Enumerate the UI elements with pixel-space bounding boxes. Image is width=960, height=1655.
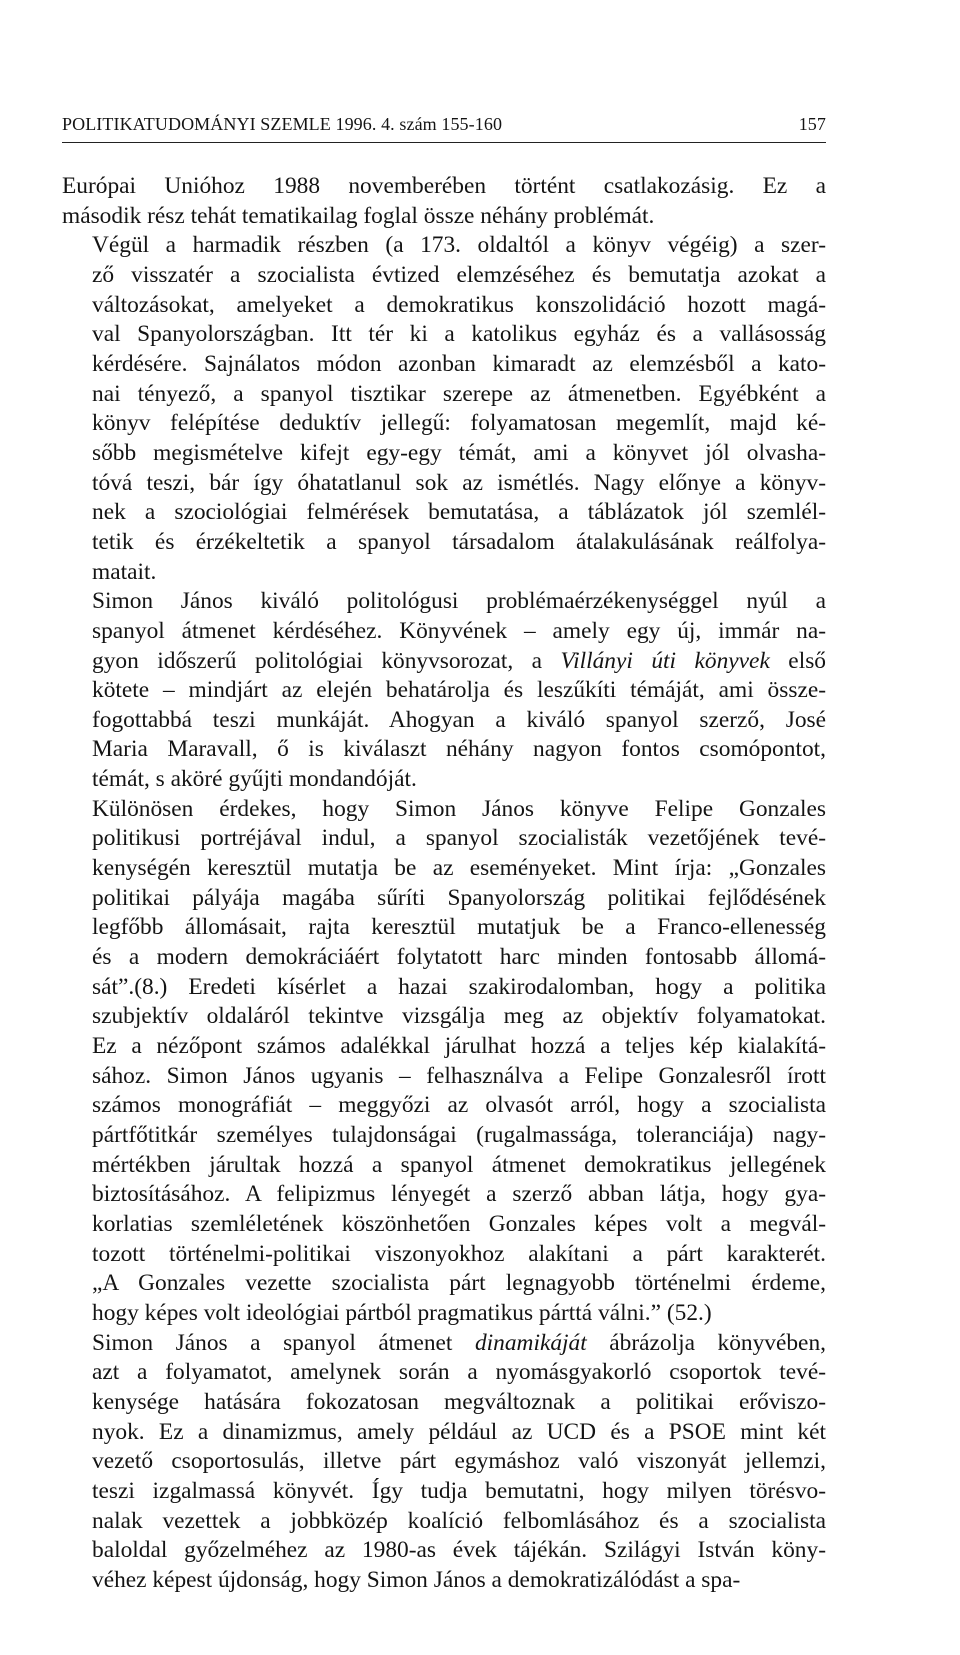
text-line: nyok. Ez a dinamizmus, amely például az UCD és a PSOE mint két — [92, 1418, 826, 1445]
text-line: legfőbb állomásait, rajta keresztül mutatjuk be a Franco-ellenesség — [92, 914, 826, 941]
text-line: baloldal győzelméhez az 1980-as évek tájékán. Szilágyi István köny- — [92, 1537, 826, 1564]
text-line: Simon János a spanyol átmenet dinamikáját ábrázolja könyvében, — [92, 1329, 826, 1356]
text-line: kenységén keresztül mutatja be az eseményeket. Mint írja: „Gonzales — [92, 855, 826, 882]
text-line: sához. Simon János ugyanis – felhasználva a Felipe Gonzalesről írott — [92, 1062, 826, 1089]
text-line: val Spanyolországban. Itt tér ki a katolikus egyház és a vallásosság — [92, 321, 826, 348]
text-line: nek a szociológiai felmérések bemutatása, a táblázatok jól szemlél- — [92, 499, 826, 526]
journal-citation: POLITIKATUDOMÁNYI SZEMLE 1996. 4. szám 155-160 — [62, 114, 503, 134]
text-line: második rész tehát tematikailag foglal össze néhány problémát. — [62, 202, 655, 229]
paragraph — [62, 1329, 826, 1596]
text-line: Maria Maravall, ő is kiválaszt néhány nagyon fontos csomópontot, — [92, 736, 826, 763]
text-line: tóvá teszi, bár így óhatatlanul sok az ismétlés. Nagy előnye a könyv- — [92, 469, 826, 496]
text-line: fogottabbá teszi munkáját. Ahogyan a kiváló spanyol szerző, José — [92, 706, 826, 733]
text-line: azt a folyamatot, amelynek során a nyomásgyakorló csoportok tevé- — [92, 1359, 826, 1386]
text-line: biztosításához. A felipizmus lényegét a szerző abban látja, hogy gya- — [92, 1181, 826, 1208]
text-line: véhez képest újdonság, hogy Simon János a demokratizálódást a spa- — [92, 1566, 741, 1593]
text-line: gyon időszerű politológiai könyvsorozat, a Villányi úti könyvek első — [92, 647, 826, 674]
running-header — [62, 114, 826, 135]
text-line: szubjektív oldaláról tekintve vizsgálja meg az objektív folyamatokat. — [92, 1003, 826, 1030]
text-line: könyv felépítése deduktív jellegű: folyamatosan megemlít, majd ké- — [92, 410, 826, 437]
text-line: politikai pályája magába sűríti Spanyolország politikai fejlődésének — [92, 884, 826, 911]
text-line: ző visszatér a szocialista évtized elemzéséhez és bemutatja azokat a — [92, 261, 826, 288]
text-line: tozott történelmi-politikai viszonyokhoz alakítani a párt karakterét. — [92, 1240, 826, 1267]
text-line: politikusi portréjával indul, a spanyol szocialisták vezetőjének tevé- — [92, 825, 826, 852]
italic-title: dinamikáját — [474, 1329, 587, 1356]
text-line: kötete – mindjárt az elején behatárolja és leszűkíti témáját, ami össze- — [92, 677, 826, 704]
text-line: matait. — [92, 558, 157, 585]
text-line: Különösen érdekes, hogy Simon János könyve Felipe Gonzales — [92, 795, 826, 822]
text-line: sát”.(8.) Eredeti kísérlet a hazai szakirodalomban, hogy a politika — [92, 973, 826, 1000]
text-line: Simon János kiváló politológusi problémaérzékenységgel nyúl a — [92, 588, 826, 615]
text-line: teszi izgalmassá könyvét. Így tudja bemutatni, hogy milyen törésvo- — [92, 1477, 826, 1504]
paragraph — [62, 587, 826, 795]
paragraph — [62, 231, 826, 587]
italic-title: Villányi úti könyvek — [560, 647, 770, 674]
text-line: korlatias szemléletének köszönhetően Gonzales képes volt a megvál- — [92, 1210, 826, 1237]
text-line: kenysége hatására fokozatosan megváltoznak a politikai erőviszo- — [92, 1388, 826, 1415]
text-line: és a modern demokráciáért folytatott harc minden fontosabb állomá- — [92, 944, 826, 971]
text-line: Végül a harmadik részben (a 173. oldaltól a könyv végéig) a szer- — [92, 232, 826, 259]
text-line: vezető csoportosulás, illetve párt egymáshoz való viszonyát jellemzi, — [92, 1448, 826, 1475]
text-line: Európai Unióhoz 1988 novemberében történt csatlakozásig. Ez a — [62, 173, 826, 199]
text-line: nai tényező, a spanyol tisztikar szerepe az átmenetben. Egyébként a — [92, 380, 826, 407]
paragraph — [62, 795, 826, 1329]
header-rule — [62, 142, 826, 143]
text-line: változásokat, amelyeket a demokratikus konszolidáció hozott magá- — [92, 291, 826, 318]
text-line: számos monográfiát – meggyőzi az olvasót arról, hogy a szocialista — [92, 1092, 826, 1119]
article-body — [62, 172, 826, 1596]
text-line: nalak vezettek a jobbközép koalíció felbomlásához és a szocialista — [92, 1507, 826, 1534]
text-line: kérdésére. Sajnálatos módon azonban kimaradt az elemzésből a kato- — [92, 350, 826, 377]
text-line: spanyol átmenet kérdéséhez. Könyvének – amely egy új, immár na- — [92, 617, 826, 644]
text-line: „A Gonzales vezette szocialista párt legnagyobb történelmi érdeme, — [92, 1270, 826, 1297]
text-line: témát, s aköré gyűjti mondandóját. — [92, 766, 417, 793]
text-line: mértékben járultak hozzá a spanyol átmenet demokratikus jellegének — [92, 1151, 826, 1178]
text-line: tetik és érzékeltetik a spanyol társadalom átalakulásának reálfolya- — [92, 528, 826, 555]
text-line: pártfőtitkár személyes tulajdonságai (rugalmassága, toleranciája) nagy- — [92, 1122, 826, 1148]
text-line: hogy képes volt ideológiai pártból pragmatikus párttá válni.” (52.) — [92, 1299, 712, 1326]
text-line: Ez a nézőpont számos adalékkal járulhat hozzá a teljes kép kialakítá- — [92, 1033, 826, 1060]
paragraph — [62, 172, 826, 231]
page-number: 157 — [798, 114, 826, 134]
text-line: sőbb megismételve kifejt egy-egy témát, ami a könyvet jól olvasha- — [92, 439, 826, 466]
